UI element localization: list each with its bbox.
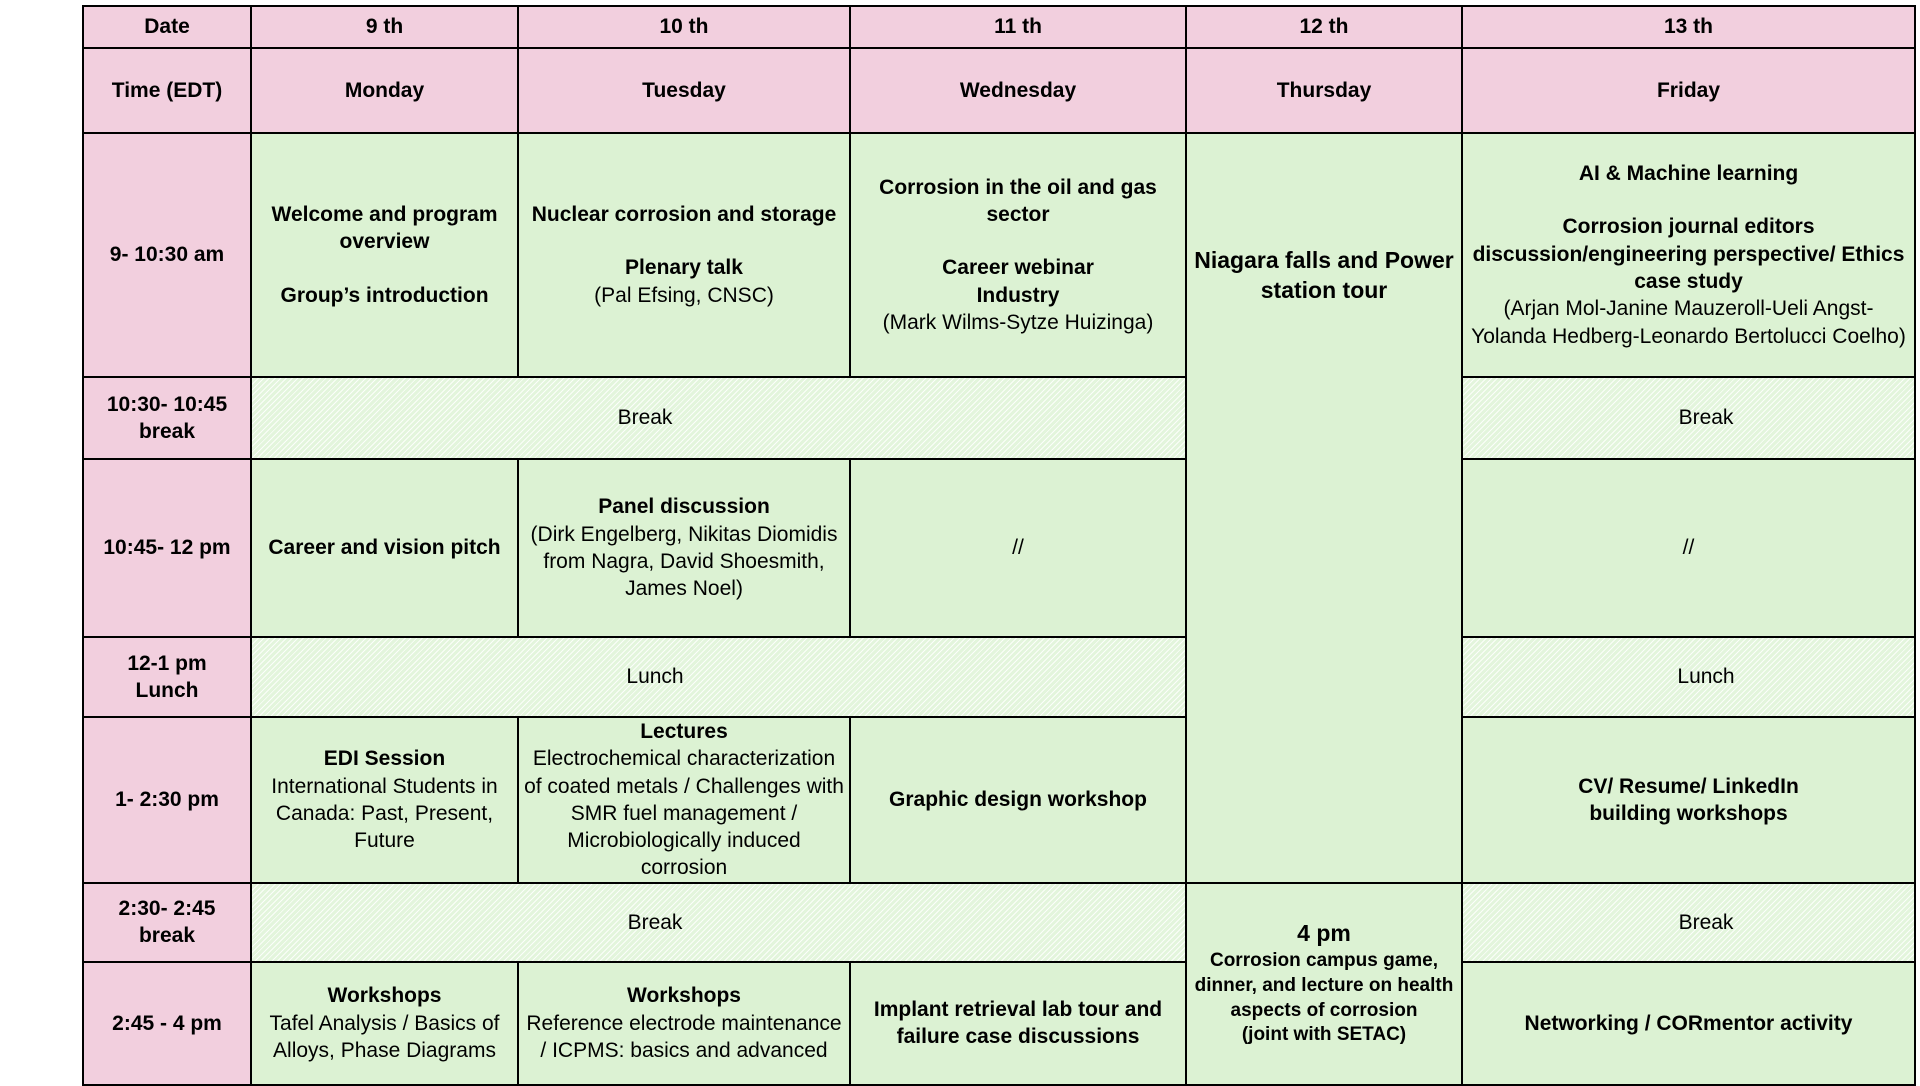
date-friday: 13 th [1462, 6, 1915, 48]
lunch-mon-wed: Lunch [251, 637, 1186, 717]
break2-row [83, 883, 1915, 962]
friday-slot1-text: (Arjan Mol-Janine Mauzeroll-Ueli Angst-Yolanda Hedberg-Leonardo Bertolucci Coelho) [1471, 297, 1906, 348]
thursday-tour [1186, 133, 1462, 883]
friday-slot1-title: AI & Machine learning [1578, 162, 1799, 186]
tuesday-slot1-title: Nuclear corrosion and storage [531, 203, 837, 227]
friday-slot1-sub: Corrosion journal editors discussion/engineering perspective/ Ethics case study [1472, 215, 1905, 293]
break2-friday: Break [1462, 883, 1915, 962]
time-lunch-range: 12-1 pm [127, 651, 207, 675]
time-slot4: 2:45 - 4 pm [83, 962, 251, 1085]
schedule-table [82, 5, 1916, 1086]
tuesday-slot4 [518, 962, 850, 1085]
weekday-tuesday: Tuesday [518, 48, 850, 133]
monday-slot3-text: International Students in Canada: Past, Present, Future [271, 774, 498, 853]
date-label: Date [83, 6, 251, 48]
date-wednesday: 11 th [850, 6, 1186, 48]
friday-slot4 [1462, 962, 1915, 1085]
break1-mon-wed: Break [251, 377, 1186, 459]
tuesday-slot1-text: (Pal Efsing, CNSC) [594, 283, 774, 307]
wednesday-slot1 [850, 133, 1186, 377]
tuesday-slot1 [518, 133, 850, 377]
friday-slot1 [1462, 133, 1915, 377]
tuesday-slot2 [518, 459, 850, 637]
slot2-row [83, 459, 1915, 637]
wednesday-slot3-title: Graphic design workshop [889, 788, 1147, 812]
date-thursday: 12 th [1186, 6, 1462, 48]
date-tuesday: 10 th [518, 6, 850, 48]
tuesday-slot3-text: Electrochemical characterization of coated metals / Challenges with SMR fuel management / Microbiologically induced corrosion [524, 747, 844, 880]
wednesday-slot1-sub2: Industry [976, 283, 1060, 307]
tuesday-slot2-text: (Dirk Engelberg, Nikitas Diomidis from Nagra, David Shoesmith, James Noel) [530, 522, 838, 601]
time-label: Time (EDT) [83, 48, 251, 133]
tuesday-slot2-title: Panel discussion [598, 495, 770, 519]
thursday-evening-text: Corrosion campus game, dinner, and lecture on health aspects of corrosion [1194, 950, 1454, 1021]
wednesday-slot1-text: (Mark Wilms-Sytze Huizinga) [882, 310, 1154, 334]
weekday-row [83, 48, 1915, 133]
monday-slot4-text: Tafel Analysis / Basics of Alloys, Phase Diagrams [269, 1011, 500, 1062]
tuesday-slot4-title: Workshops [627, 984, 741, 1008]
wednesday-slot3 [850, 717, 1186, 883]
wednesday-slot4 [850, 962, 1186, 1085]
monday-slot3-title: EDI Session [323, 747, 446, 771]
friday-slot3-title: CV/ Resume/ LinkedIn building workshops [1578, 774, 1799, 825]
thursday-evening [1186, 883, 1462, 1085]
wednesday-slot4-title: Implant retrieval lab tour and failure case discussions [873, 997, 1163, 1049]
wednesday-slot1-sub1: Career webinar [942, 256, 1094, 280]
tuesday-slot3 [518, 717, 850, 883]
break2-mon-wed: Break [251, 883, 1186, 962]
monday-slot1 [251, 133, 518, 377]
friday-slot2: // [1462, 459, 1915, 637]
date-monday: 9 th [251, 6, 518, 48]
lunch-friday: Lunch [1462, 637, 1915, 717]
slot1-row [83, 133, 1915, 377]
break1-row [83, 377, 1915, 459]
slot3-row [83, 717, 1915, 883]
thursday-evening-note: (joint with SETAC) [1241, 1024, 1407, 1046]
weekday-friday: Friday [1462, 48, 1915, 133]
time-break1 [83, 377, 251, 459]
slot4-row [83, 962, 1915, 1085]
weekday-monday: Monday [251, 48, 518, 133]
friday-slot4-title: Networking / CORmentor activity [1524, 1011, 1853, 1035]
time-slot1: 9- 10:30 am [83, 133, 251, 377]
monday-slot4-title: Workshops [327, 984, 442, 1008]
monday-slot3 [251, 717, 518, 883]
monday-slot2-title: Career and vision pitch [268, 536, 501, 560]
time-break1-range: 10:30- 10:45 [106, 392, 228, 416]
monday-slot1-title: Welcome and program overview [271, 203, 498, 254]
time-break2-label: break [138, 924, 196, 948]
wednesday-slot1-title: Corrosion in the oil and gas sector [879, 175, 1157, 227]
time-lunch-label: Lunch [135, 679, 199, 702]
monday-slot1-sub: Group’s introduction [280, 283, 489, 307]
lunch-row [83, 637, 1915, 717]
time-break2-range: 2:30- 2:45 [118, 896, 216, 920]
friday-slot3 [1462, 717, 1915, 883]
tuesday-slot3-title: Lectures [640, 720, 728, 743]
time-slot2: 10:45- 12 pm [83, 459, 251, 637]
weekday-thursday: Thursday [1186, 48, 1462, 133]
time-lunch [83, 637, 251, 717]
date-row [83, 6, 1915, 48]
time-break2 [83, 883, 251, 962]
time-slot3: 1- 2:30 pm [83, 717, 251, 883]
monday-slot2 [251, 459, 518, 637]
thursday-evening-time: 4 pm [1297, 920, 1351, 947]
wednesday-slot2: // [850, 459, 1186, 637]
time-break1-label: break [138, 420, 196, 443]
break1-friday: Break [1462, 377, 1915, 459]
weekday-wednesday: Wednesday [850, 48, 1186, 133]
tuesday-slot1-sub: Plenary talk [625, 256, 743, 280]
monday-slot4 [251, 962, 518, 1085]
tuesday-slot4-text: Reference electrode maintenance / ICPMS: basics and advanced [526, 1011, 842, 1062]
thursday-tour-title: Niagara falls and Power station tour [1194, 247, 1454, 303]
